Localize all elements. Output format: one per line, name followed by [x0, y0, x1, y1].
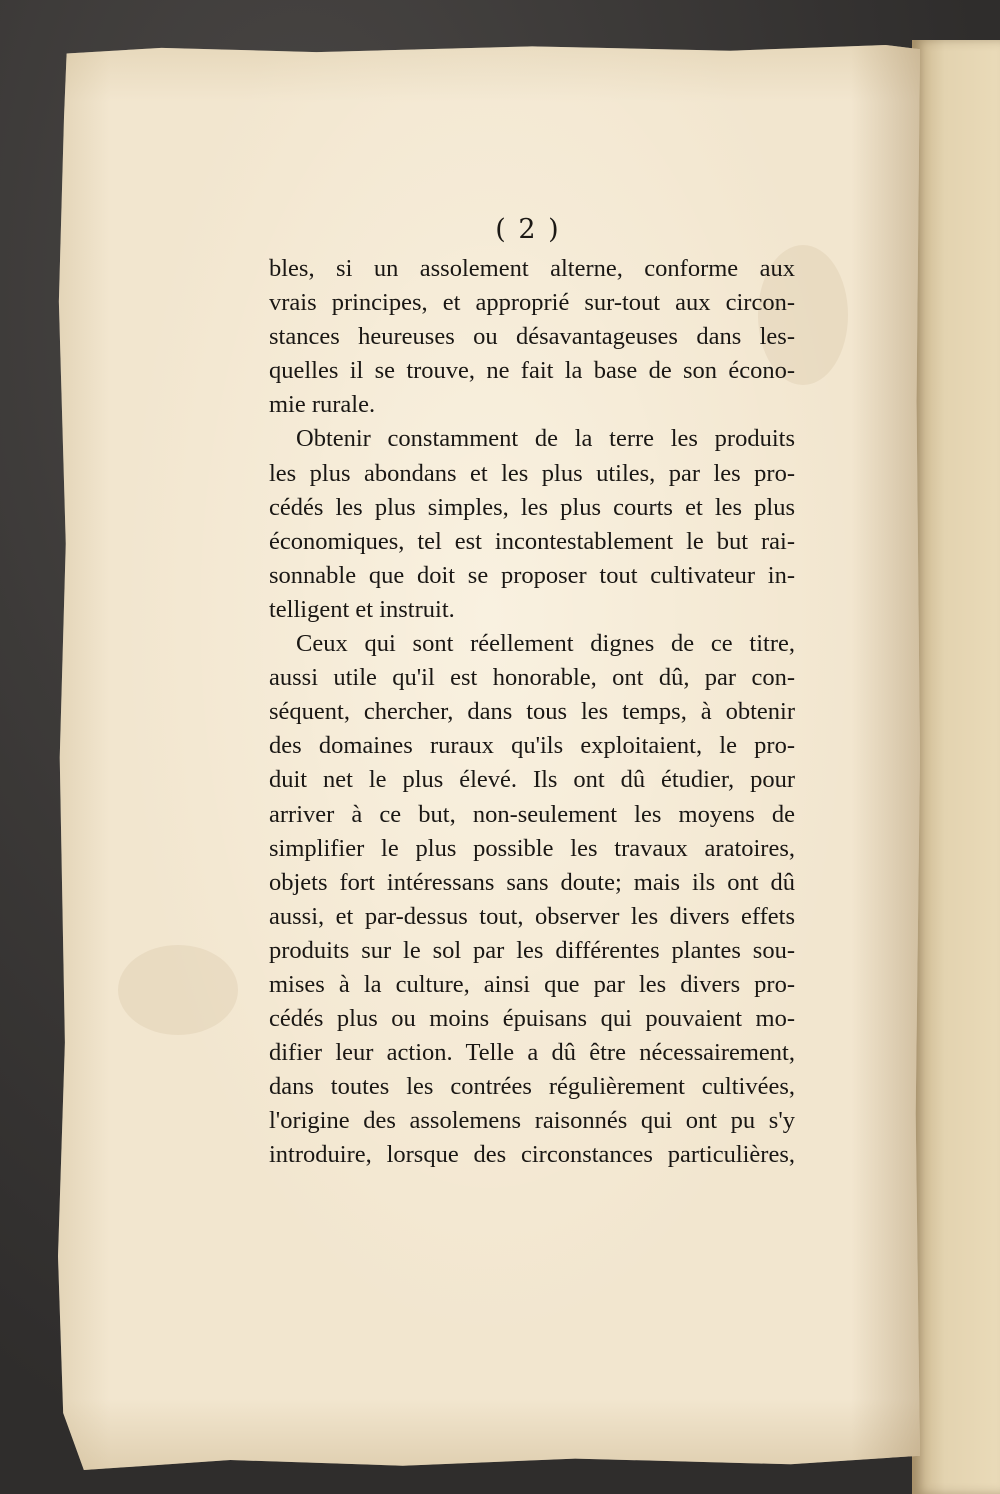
text-line: arriver à ce but, non-seulement les moyens de	[269, 800, 795, 828]
text-line: difier leur action. Telle a dû être nécessairement,	[269, 1039, 795, 1067]
text-line: aussi, et par-dessus tout, observer les divers effets	[269, 902, 795, 930]
text-line: vrais principes, et approprié sur-tout aux circon-	[269, 289, 795, 317]
text-line: sonnable que doit se proposer tout cultivateur in-	[269, 561, 795, 589]
adjacent-page-edge	[912, 40, 1000, 1494]
text-line: introduire, lorsque des circonstances particulières,	[269, 1141, 795, 1169]
text-line: séquent, chercher, dans tous les temps, à obtenir	[269, 698, 795, 726]
text-line: simplifier le plus possible les travaux aratoires,	[269, 834, 795, 862]
text-line: des domaines ruraux qu'ils exploitaient, le pro-	[269, 732, 795, 760]
page-number: ( 2 )	[495, 214, 561, 245]
text-line: mises à la culture, ainsi que par les divers pro-	[269, 970, 795, 998]
text-line: produits sur le sol par les différentes plantes sou-	[269, 936, 795, 964]
text-line: objets fort intéressans sans doute; mais ils ont dû	[269, 868, 795, 896]
text-line: quelles il se trouve, ne fait la base de son écono-	[269, 357, 795, 385]
text-line: cédés plus ou moins épuisans qui pouvaient mo-	[269, 1005, 795, 1033]
text-line: les plus abondans et les plus utiles, par les pro-	[269, 459, 795, 487]
text-line: cédés les plus simples, les plus courts et les plus	[269, 493, 795, 521]
paper-stain	[118, 945, 238, 1035]
text-line: aussi utile qu'il est honorable, ont dû, par con-	[269, 664, 795, 692]
paragraph-start-line: Obtenir constamment de la terre les produits	[296, 425, 795, 453]
text-line: telligent et instruit.	[269, 595, 455, 623]
text-line: duit net le plus élevé. Ils ont dû étudier, pour	[269, 766, 795, 794]
text-line: dans toutes les contrées régulièrement cultivées,	[269, 1073, 795, 1101]
text-line: stances heureuses ou désavantageuses dans les-	[269, 323, 795, 351]
text-line: économiques, tel est incontestablement le but rai-	[269, 527, 795, 555]
paragraph-start-line: Ceux qui sont réellement dignes de ce titre,	[296, 630, 795, 658]
text-line: bles, si un assolement alterne, conforme aux	[269, 255, 795, 282]
body-text	[269, 252, 795, 1173]
text-line: l'origine des assolemens raisonnés qui ont pu s'y	[269, 1107, 795, 1135]
text-line: mie rurale.	[269, 391, 376, 419]
